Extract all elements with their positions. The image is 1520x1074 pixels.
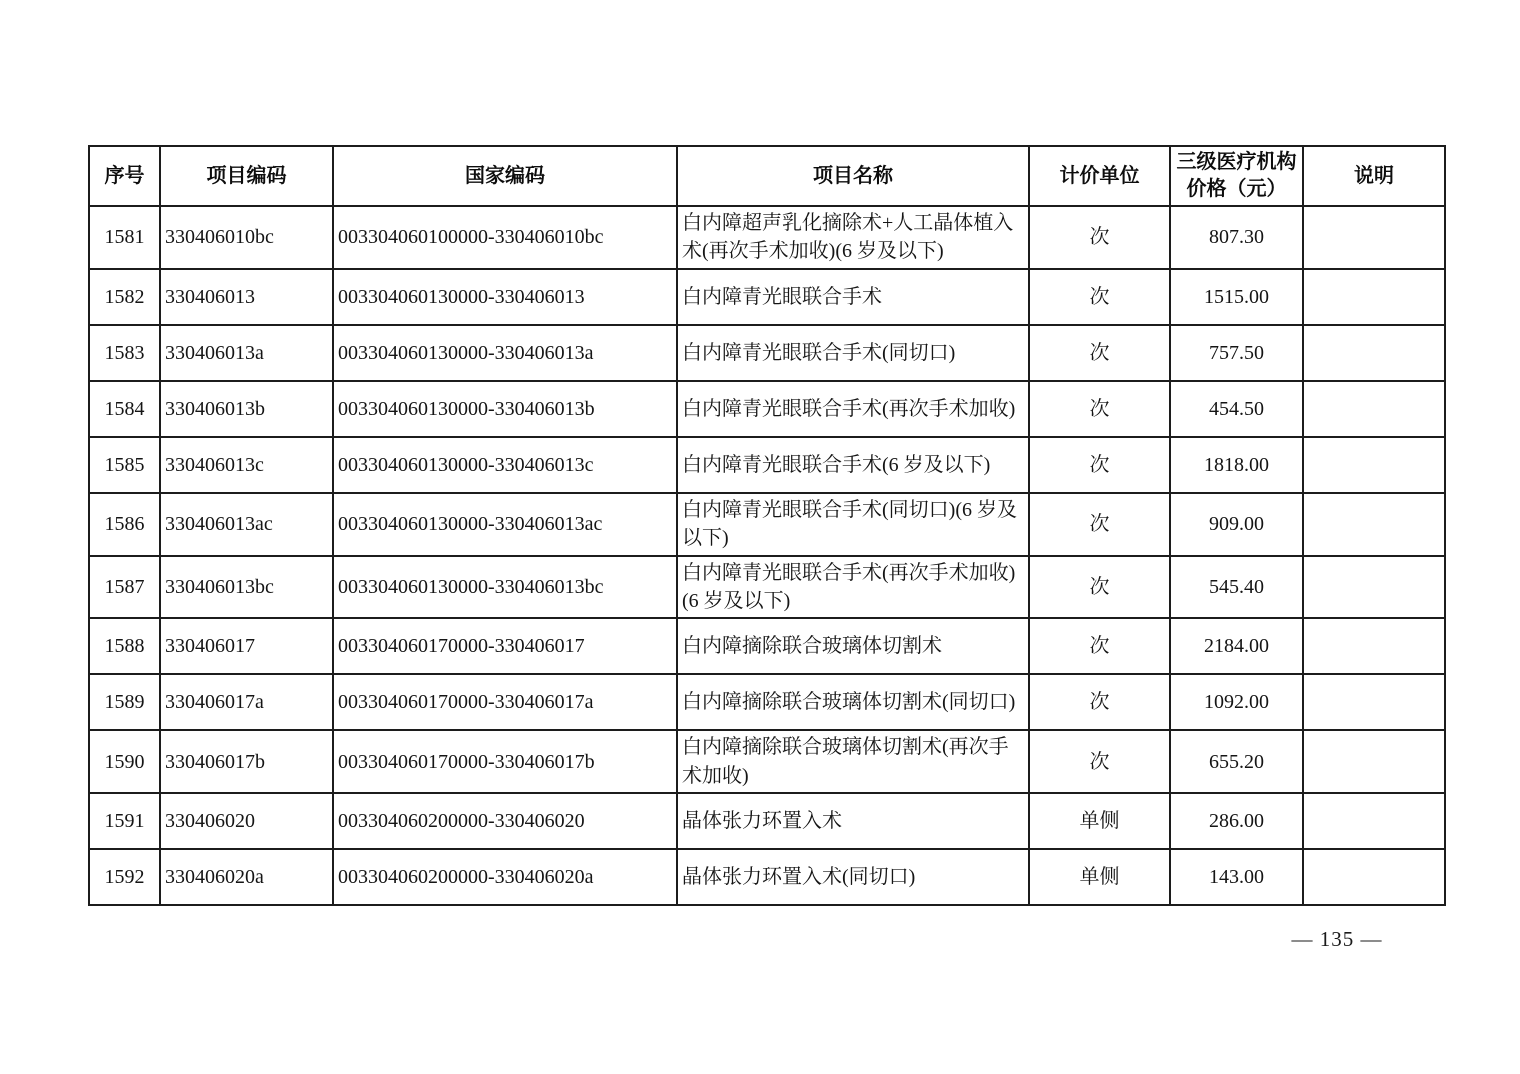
cell-note (1303, 674, 1445, 730)
cell-project-code: 330406010bc (160, 206, 333, 269)
cell-pricing-unit: 次 (1029, 381, 1170, 437)
col-header-tertiary-price: 三级医疗机构价格（元） (1170, 146, 1303, 206)
cell-project-code: 330406017 (160, 618, 333, 674)
cell-price: 454.50 (1170, 381, 1303, 437)
cell-seq: 1583 (89, 325, 160, 381)
cell-note (1303, 325, 1445, 381)
cell-note (1303, 206, 1445, 269)
cell-seq: 1584 (89, 381, 160, 437)
cell-price: 807.30 (1170, 206, 1303, 269)
cell-price: 286.00 (1170, 793, 1303, 849)
cell-price: 1818.00 (1170, 437, 1303, 493)
cell-project-code: 330406020a (160, 849, 333, 905)
col-header-note: 说明 (1303, 146, 1445, 206)
cell-project-code: 330406013a (160, 325, 333, 381)
cell-project-name: 白内障青光眼联合手术 (677, 269, 1029, 325)
table-row (89, 556, 1445, 619)
cell-pricing-unit: 单侧 (1029, 793, 1170, 849)
cell-national-code: 003304060170000-330406017a (333, 674, 677, 730)
cell-project-code: 330406013 (160, 269, 333, 325)
cell-national-code: 003304060200000-330406020a (333, 849, 677, 905)
cell-note (1303, 556, 1445, 619)
cell-project-name: 白内障摘除联合玻璃体切割术(再次手术加收) (677, 730, 1029, 793)
cell-project-name: 白内障青光眼联合手术(再次手术加收)(6 岁及以下) (677, 556, 1029, 619)
cell-project-code: 330406017a (160, 674, 333, 730)
cell-national-code: 003304060200000-330406020 (333, 793, 677, 849)
cell-project-code: 330406013c (160, 437, 333, 493)
cell-pricing-unit: 次 (1029, 556, 1170, 619)
cell-project-code: 330406013b (160, 381, 333, 437)
cell-seq: 1588 (89, 618, 160, 674)
cell-national-code: 003304060130000-330406013c (333, 437, 677, 493)
cell-project-code: 330406013bc (160, 556, 333, 619)
cell-note (1303, 849, 1445, 905)
cell-price: 655.20 (1170, 730, 1303, 793)
table-row (89, 849, 1445, 905)
cell-price: 1092.00 (1170, 674, 1303, 730)
cell-pricing-unit: 次 (1029, 618, 1170, 674)
cell-price: 143.00 (1170, 849, 1303, 905)
table-row (89, 730, 1445, 793)
cell-seq: 1582 (89, 269, 160, 325)
table-row (89, 674, 1445, 730)
table-row (89, 493, 1445, 556)
cell-note (1303, 793, 1445, 849)
table-row (89, 437, 1445, 493)
cell-project-name: 白内障青光眼联合手术(同切口)(6 岁及以下) (677, 493, 1029, 556)
cell-project-name: 白内障摘除联合玻璃体切割术(同切口) (677, 674, 1029, 730)
table-body (89, 206, 1445, 905)
col-header-seq: 序号 (89, 146, 160, 206)
table-row (89, 618, 1445, 674)
cell-seq: 1585 (89, 437, 160, 493)
table-row (89, 793, 1445, 849)
table-row (89, 381, 1445, 437)
cell-national-code: 003304060130000-330406013ac (333, 493, 677, 556)
cell-seq: 1590 (89, 730, 160, 793)
cell-note (1303, 730, 1445, 793)
cell-pricing-unit: 次 (1029, 437, 1170, 493)
col-header-project-code: 项目编码 (160, 146, 333, 206)
cell-seq: 1592 (89, 849, 160, 905)
cell-pricing-unit: 次 (1029, 674, 1170, 730)
cell-pricing-unit: 次 (1029, 730, 1170, 793)
cell-note (1303, 437, 1445, 493)
cell-project-name: 白内障青光眼联合手术(再次手术加收) (677, 381, 1029, 437)
cell-note (1303, 493, 1445, 556)
cell-pricing-unit: 次 (1029, 206, 1170, 269)
cell-project-code: 330406017b (160, 730, 333, 793)
cell-pricing-unit: 次 (1029, 493, 1170, 556)
cell-national-code: 003304060170000-330406017b (333, 730, 677, 793)
cell-seq: 1581 (89, 206, 160, 269)
cell-project-code: 330406013ac (160, 493, 333, 556)
cell-project-code: 330406020 (160, 793, 333, 849)
cell-project-name: 白内障超声乳化摘除术+人工晶体植入术(再次手术加收)(6 岁及以下) (677, 206, 1029, 269)
col-header-project-name: 项目名称 (677, 146, 1029, 206)
cell-national-code: 003304060130000-330406013bc (333, 556, 677, 619)
cell-project-name: 白内障摘除联合玻璃体切割术 (677, 618, 1029, 674)
cell-national-code: 003304060130000-330406013b (333, 381, 677, 437)
cell-pricing-unit: 次 (1029, 269, 1170, 325)
table-row (89, 269, 1445, 325)
page-number: — 135 — (1291, 927, 1383, 951)
cell-project-name: 白内障青光眼联合手术(同切口) (677, 325, 1029, 381)
col-header-pricing-unit: 计价单位 (1029, 146, 1170, 206)
cell-seq: 1586 (89, 493, 160, 556)
table-row (89, 325, 1445, 381)
cell-national-code: 003304060100000-330406010bc (333, 206, 677, 269)
cell-project-name: 晶体张力环置入术 (677, 793, 1029, 849)
cell-price: 1515.00 (1170, 269, 1303, 325)
cell-pricing-unit: 次 (1029, 325, 1170, 381)
col-header-national-code: 国家编码 (333, 146, 677, 206)
cell-national-code: 003304060130000-330406013 (333, 269, 677, 325)
table-row (89, 206, 1445, 269)
cell-note (1303, 269, 1445, 325)
cell-seq: 1587 (89, 556, 160, 619)
cell-pricing-unit: 单侧 (1029, 849, 1170, 905)
cell-project-name: 晶体张力环置入术(同切口) (677, 849, 1029, 905)
cell-project-name: 白内障青光眼联合手术(6 岁及以下) (677, 437, 1029, 493)
cell-national-code: 003304060170000-330406017 (333, 618, 677, 674)
cell-price: 909.00 (1170, 493, 1303, 556)
cell-note (1303, 381, 1445, 437)
cell-price: 2184.00 (1170, 618, 1303, 674)
cell-seq: 1589 (89, 674, 160, 730)
cell-price: 545.40 (1170, 556, 1303, 619)
cell-note (1303, 618, 1445, 674)
medical-price-table (88, 145, 1446, 906)
cell-seq: 1591 (89, 793, 160, 849)
cell-national-code: 003304060130000-330406013a (333, 325, 677, 381)
cell-price: 757.50 (1170, 325, 1303, 381)
table-header-row (89, 146, 1445, 206)
